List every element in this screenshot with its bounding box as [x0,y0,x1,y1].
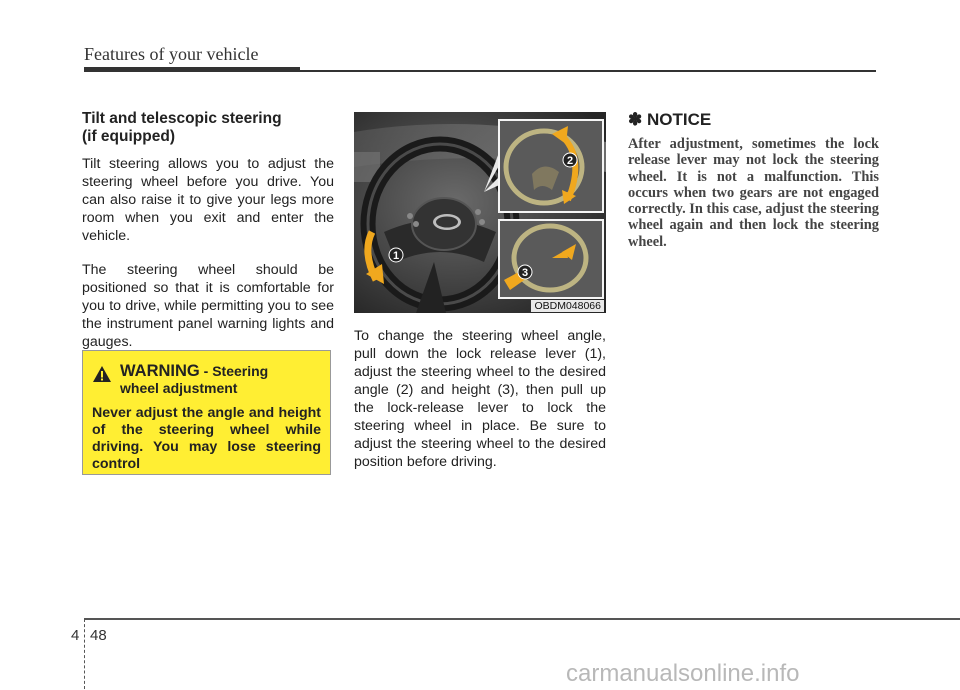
steering-figure [354,112,606,313]
warning-subtitle-2: wheel adjustment [120,380,238,396]
notice-title: ✽ NOTICE [628,110,712,129]
header-rule-thin [300,70,876,72]
warning-subtitle: - Steering [203,363,269,379]
header-rule-thick [84,67,300,72]
position-paragraph: The steering wheel should be positioned so that it is comfortable for you to drive, while permitting you to see the instrument panel warning lights and gauges. [82,262,334,350]
callout-3 [517,264,533,280]
header-title: Features of your vehicle [84,44,259,64]
figure-code: OBDM048066 [531,300,604,312]
page-chapter: 4 [71,627,80,644]
svg-text:3: 3 [521,267,529,279]
warning-header [92,363,321,397]
warning-triangle-icon [92,365,112,383]
notice-section [628,110,879,250]
footer-divider [84,619,85,689]
warning-body: Never adjust the angle and height of the steering wheel while driving. You may lose steering control [92,405,321,472]
callout-2 [562,152,578,168]
watermark: carmanualsonline.info [566,660,800,687]
instructions-paragraph: To change the steering wheel angle, pull down the lock release lever (1), adjust the steering wheel to the desired angle (2) and height (3), then pull up the lock-release lever to lock the steering wheel in place. Be sure to adjust the steering wheel to the desired position before driving. [354,328,606,470]
svg-text:2: 2 [566,155,574,167]
callout-1 [388,247,404,263]
footer-rule [84,618,960,620]
steering-wheel-illustration [354,112,606,313]
section-title: Tilt and telescopic steering (if equipped) [82,110,282,145]
warning-box [82,350,331,475]
notice-star-icon: ✽ [628,110,643,129]
warning-word: WARNING [120,362,200,380]
notice-body: After adjustment, sometimes the lock release lever may not lock the steering wheel. It is not a malfunction. This occurs when two gears are not engaged correctly. In this case, adjust the steering wheel again and then lock the steering wheel. [628,136,879,250]
svg-text:1: 1 [392,250,400,262]
left-column [82,110,334,367]
page-number: 48 [90,627,107,644]
intro-paragraph: Tilt steering allows you to adjust the steering wheel before you drive. You can also raise it to give your legs more room when you exit and enter the vehicle. [82,156,334,244]
